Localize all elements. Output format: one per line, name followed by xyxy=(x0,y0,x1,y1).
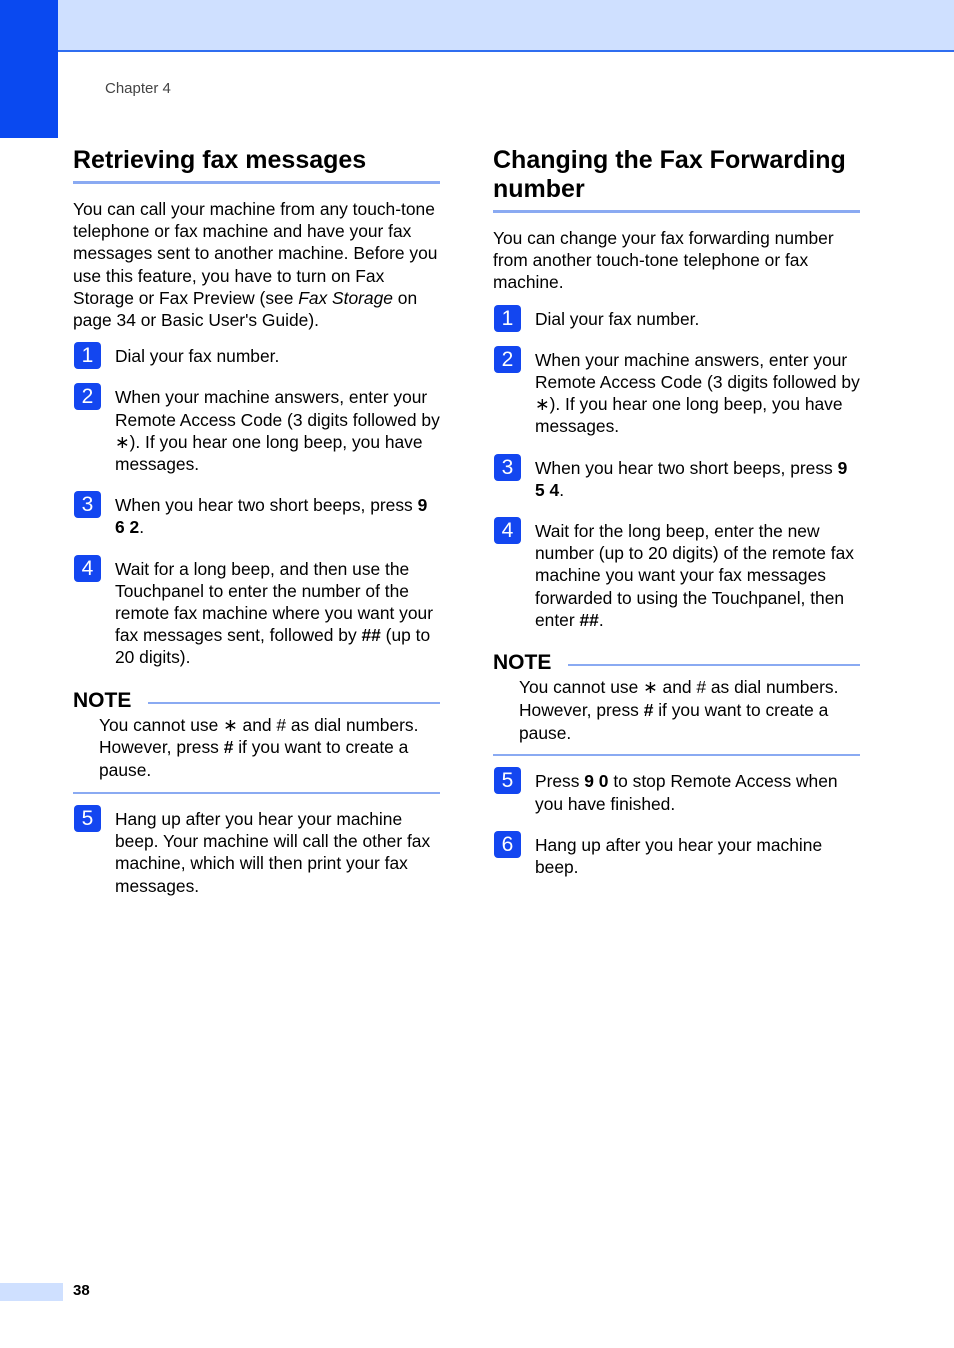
key-code: ## xyxy=(579,609,599,630)
step-list xyxy=(73,345,440,668)
note-header xyxy=(73,688,440,714)
step-text: When your machine answers, enter your Remote Access Code (3 digits followed by xyxy=(115,387,440,430)
step-text-end: ). If you hear one long beep, you have messages. xyxy=(535,394,843,437)
step-item xyxy=(493,308,860,330)
note-text-part: You cannot use xyxy=(519,677,644,698)
intro-link-text: Fax Storage xyxy=(298,287,393,308)
key-code: 9 6 2 xyxy=(115,495,428,538)
note-box xyxy=(493,650,860,756)
note-title: NOTE xyxy=(493,651,552,675)
intro-text: You can call your machine from any touch-tone telephone or fax machine and have your fax messages sent to another machine. Before you use this feature, you have to turn on Fax Storage or Fax Preview (see xyxy=(73,199,438,308)
key-code: 9 5 4 xyxy=(535,457,848,500)
note-text-part: and # as dial numbers. However, press xyxy=(519,677,839,720)
note-text-part: if you want to create a pause. xyxy=(99,737,409,781)
step-text-end: (up to 20 digits). xyxy=(115,625,431,668)
step-number-badge: 5 xyxy=(74,805,101,832)
step-text-end: . xyxy=(559,479,565,500)
step-number-badge: 1 xyxy=(74,342,101,369)
step-number-badge: 1 xyxy=(494,305,521,332)
step-list-continued xyxy=(73,808,440,897)
key-code: # xyxy=(223,737,234,758)
step-list xyxy=(493,308,860,631)
step-item xyxy=(73,558,440,669)
step-text: When your machine answers, enter your Remote Access Code (3 digits followed by xyxy=(535,349,860,393)
step-text-end: to stop Remote Access when you have finished. xyxy=(535,771,838,814)
intro-paragraph xyxy=(73,198,440,331)
note-text xyxy=(99,714,440,782)
step-text: When you hear two short beeps, press xyxy=(115,495,418,516)
note-box xyxy=(73,688,440,794)
key-code: # xyxy=(643,699,654,720)
note-rule xyxy=(148,702,440,704)
note-title: NOTE xyxy=(73,688,132,712)
step-text: When you hear two short beeps, press xyxy=(535,457,838,478)
note-text xyxy=(519,676,860,744)
star-symbol: ∗ xyxy=(115,431,130,452)
star-symbol: ∗ xyxy=(535,394,550,415)
section-title-retrieving: Retrieving fax messages xyxy=(73,146,440,184)
step-text: Press xyxy=(535,771,585,792)
step-item xyxy=(73,494,440,538)
step-item xyxy=(493,520,860,631)
step-text-end: . xyxy=(598,609,604,630)
section-title-changing: Changing the Fax Forwarding number xyxy=(493,146,860,213)
header-band xyxy=(0,0,954,52)
step-number-badge: 2 xyxy=(74,383,101,410)
step-item xyxy=(493,349,860,438)
key-code: ## xyxy=(361,625,381,646)
step-item xyxy=(73,808,440,897)
key-code: 9 0 xyxy=(584,771,609,792)
note-header xyxy=(493,650,860,676)
step-number-badge: 2 xyxy=(494,346,521,373)
chapter-label: Chapter 4 xyxy=(105,80,171,97)
star-symbol: ∗ xyxy=(223,714,238,735)
step-text: Dial your fax number. xyxy=(115,346,280,367)
page-number: 38 xyxy=(73,1282,90,1299)
step-text-end: ). If you hear one long beep, you have messages. xyxy=(115,431,423,475)
step-text-end: . xyxy=(139,517,145,538)
step-text: Hang up after you hear your machine beep. xyxy=(535,834,823,878)
step-item xyxy=(493,834,860,878)
step-text: Dial your fax number. xyxy=(535,308,700,329)
chapter-tab xyxy=(0,0,58,138)
note-text-part: You cannot use xyxy=(99,714,224,735)
step-list-continued xyxy=(493,770,860,878)
step-number-badge: 4 xyxy=(74,555,101,582)
intro-paragraph: You can change your fax forwarding number from another touch-tone telephone or fax machine. xyxy=(493,228,834,293)
step-item xyxy=(493,457,860,501)
step-text: Wait for a long beep, and then use the Touchpanel to enter the number of the remote fax machine where you want your fax messages sent, followed by xyxy=(115,558,434,646)
step-item xyxy=(73,345,440,367)
star-symbol: ∗ xyxy=(643,677,658,698)
step-text: Wait for the long beep, enter the new number (up to 20 digits) of the remote fax machine you want your fax messages forwarded to using the Touchpanel, then enter xyxy=(535,521,854,630)
footer-band xyxy=(0,1283,63,1301)
intro-text-end: on page 34 or Basic User's Guide). xyxy=(73,287,418,331)
note-rule xyxy=(568,664,860,666)
left-column xyxy=(73,146,440,916)
step-item xyxy=(493,770,860,814)
note-text-part: and # as dial numbers. However, press xyxy=(99,714,419,758)
step-number-badge: 3 xyxy=(74,491,101,518)
step-number-badge: 4 xyxy=(494,517,521,544)
right-column xyxy=(493,146,860,897)
note-text-part: if you want to create a pause. xyxy=(519,699,829,743)
step-number-badge: 3 xyxy=(494,454,521,481)
step-item xyxy=(73,386,440,475)
step-number-badge: 6 xyxy=(494,831,521,858)
step-text: Hang up after you hear your machine beep. Your machine will call the other fax machine, which will then print your fax messages. xyxy=(115,809,431,896)
step-number-badge: 5 xyxy=(494,767,521,794)
